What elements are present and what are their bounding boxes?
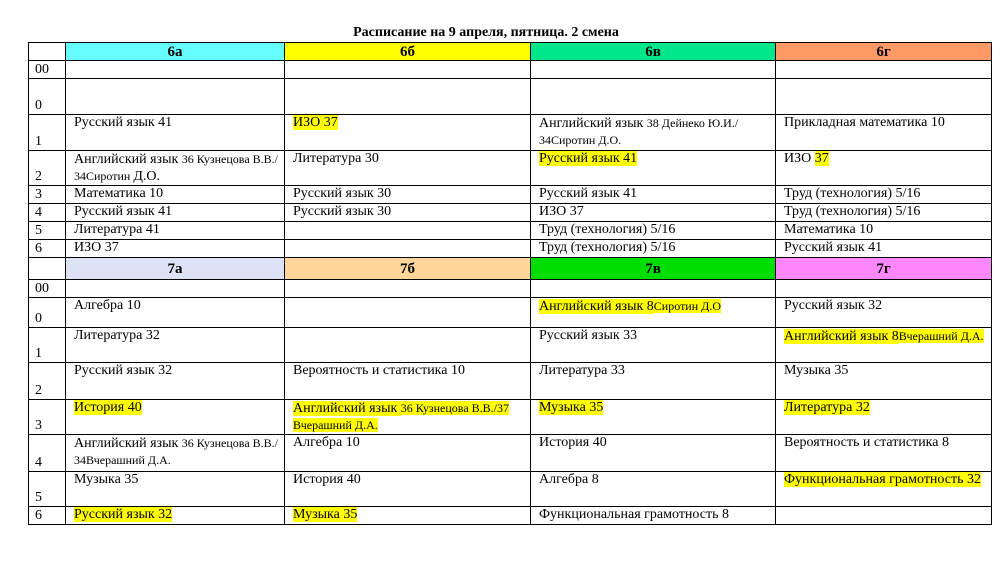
lesson-text: Музыка 35 [74, 472, 139, 487]
lesson-text: Прикладная математика 10 [784, 115, 945, 130]
lesson-row [29, 298, 992, 328]
lesson-number: 2 [29, 151, 66, 186]
lesson-cell [285, 240, 531, 258]
lesson-text: Русский язык 41 [539, 151, 638, 166]
lesson-text: Литература 32 [784, 400, 870, 415]
lesson-cell [66, 435, 285, 472]
lesson-text: Труд (технология) 5/16 [784, 186, 921, 201]
lesson-number: 6 [29, 240, 66, 258]
lesson-text: 36 Кузнецова В.В./ 34Вчерашний Д.А. [74, 436, 278, 467]
lesson-cell [531, 328, 776, 363]
lesson-cell [285, 298, 531, 328]
lesson-cell [66, 61, 285, 79]
lesson-cell [66, 151, 285, 186]
lesson-text: Математика 10 [784, 222, 874, 237]
lesson-row [29, 472, 992, 507]
lesson-row [29, 400, 992, 435]
lesson-cell [531, 151, 776, 186]
lesson-cell [285, 204, 531, 222]
lesson-text: Литература 41 [74, 222, 160, 237]
lesson-row [29, 507, 992, 525]
lesson-cell [776, 435, 992, 472]
lesson-text: Математика 10 [74, 186, 164, 201]
lesson-text: 36 Кузнецова В.В./ 34Сиротин [74, 152, 278, 183]
lesson-text: Русский язык 32 [74, 507, 173, 522]
lesson-cell [776, 222, 992, 240]
lesson-cell [776, 280, 992, 298]
lesson-text: Английский язык [74, 436, 182, 451]
lesson-row [29, 79, 992, 115]
corner-cell [29, 43, 66, 61]
lesson-text: Русский язык 30 [293, 204, 392, 219]
lesson-cell [285, 79, 531, 115]
lesson-cell [776, 186, 992, 204]
lesson-cell [531, 472, 776, 507]
lesson-text: Русский язык 32 [784, 298, 883, 313]
class-header-6а: 6а [66, 43, 285, 61]
corner-cell [29, 258, 66, 280]
lesson-text: Д.О. [133, 169, 161, 184]
lesson-text: Музыка 35 [539, 400, 604, 415]
lesson-cell [776, 204, 992, 222]
lesson-cell [285, 363, 531, 400]
lesson-text: 38 Дейнеко Ю.И./ 34Сиротин Д.О. [539, 116, 739, 147]
lesson-text: Литература 32 [74, 328, 160, 343]
lesson-row [29, 328, 992, 363]
lesson-cell [776, 79, 992, 115]
lesson-row [29, 435, 992, 472]
lesson-cell [776, 115, 992, 151]
lesson-row [29, 280, 992, 298]
schedule-table [28, 42, 992, 525]
lesson-cell [285, 151, 531, 186]
lesson-row [29, 115, 992, 151]
lesson-text: Музыка 35 [293, 507, 358, 522]
lesson-text: Английский язык 8 [784, 329, 899, 344]
lesson-text: ИЗО 37 [74, 240, 119, 255]
lesson-cell [776, 328, 992, 363]
lesson-text: Музыка 35 [784, 363, 849, 378]
class-header-7в: 7в [531, 258, 776, 280]
lesson-text: Сиротин Д.О [653, 299, 722, 313]
lesson-text: Алгебра 10 [293, 435, 360, 450]
lesson-cell [531, 507, 776, 525]
lesson-cell [285, 435, 531, 472]
lesson-text: Труд (технология) 5/16 [539, 222, 676, 237]
lesson-cell [285, 472, 531, 507]
lesson-cell [776, 507, 992, 525]
lesson-cell [531, 240, 776, 258]
lesson-cell [531, 435, 776, 472]
lesson-text: Русский язык 30 [293, 186, 392, 201]
lesson-text: Литература 33 [539, 363, 625, 378]
lesson-row [29, 363, 992, 400]
page-title: Расписание на 9 апреля, пятница. 2 смена [353, 25, 619, 40]
lesson-text: 37 [814, 151, 829, 166]
lesson-cell [531, 400, 776, 435]
lesson-text: ИЗО 37 [293, 115, 338, 130]
lesson-text: Русский язык 33 [539, 328, 638, 343]
lesson-text: Английский язык [293, 401, 401, 416]
lesson-text: Английский язык [74, 152, 182, 167]
lesson-text: Алгебра 10 [74, 298, 141, 313]
lesson-number: 3 [29, 400, 66, 435]
lesson-number: 0 [29, 79, 66, 115]
lesson-row [29, 186, 992, 204]
lesson-number: 5 [29, 472, 66, 507]
lesson-cell [66, 400, 285, 435]
lesson-number: 00 [29, 280, 66, 298]
lesson-text: Алгебра 8 [539, 472, 599, 487]
lesson-cell [66, 507, 285, 525]
class-header-7а: 7а [66, 258, 285, 280]
lesson-cell [66, 472, 285, 507]
lesson-text: Английский язык [539, 116, 647, 131]
lesson-cell [66, 280, 285, 298]
lesson-cell [776, 240, 992, 258]
schedule-body [29, 43, 992, 525]
lesson-text: Функциональная грамотность 32 [784, 472, 981, 487]
lesson-text: ИЗО [784, 151, 815, 166]
class-header-7г: 7г [776, 258, 992, 280]
lesson-cell [285, 222, 531, 240]
lesson-text: Функциональная грамотность 8 [539, 507, 729, 522]
lesson-text: Русский язык 41 [74, 115, 173, 130]
lesson-cell [531, 186, 776, 204]
lesson-cell [66, 204, 285, 222]
lesson-number: 6 [29, 507, 66, 525]
lesson-text: Вероятность и статистика 8 [784, 435, 949, 450]
lesson-cell [285, 186, 531, 204]
lesson-cell [285, 328, 531, 363]
lesson-cell [776, 61, 992, 79]
lesson-cell [66, 79, 285, 115]
lesson-cell [776, 472, 992, 507]
lesson-cell [531, 61, 776, 79]
lesson-number: 0 [29, 298, 66, 328]
class-header-row [29, 258, 992, 280]
lesson-text: История 40 [539, 435, 607, 450]
class-header-7б: 7б [285, 258, 531, 280]
class-header-6г: 6г [776, 43, 992, 61]
class-header-6б: 6б [285, 43, 531, 61]
class-header-row [29, 43, 992, 61]
lesson-text: Труд (технология) 5/16 [784, 204, 921, 219]
lesson-row [29, 204, 992, 222]
lesson-text: ИЗО 37 [539, 204, 584, 219]
lesson-text: Труд (технология) 5/16 [539, 240, 676, 255]
lesson-row [29, 61, 992, 79]
lesson-number: 1 [29, 328, 66, 363]
lesson-text: Русский язык 32 [74, 363, 173, 378]
lesson-row [29, 222, 992, 240]
lesson-cell [531, 115, 776, 151]
lesson-cell [285, 400, 531, 435]
lesson-number: 3 [29, 186, 66, 204]
lesson-cell [66, 186, 285, 204]
lesson-cell [531, 222, 776, 240]
lesson-cell [285, 507, 531, 525]
lesson-cell [776, 400, 992, 435]
lesson-cell [531, 280, 776, 298]
lesson-text: Русский язык 41 [784, 240, 883, 255]
lesson-cell [531, 79, 776, 115]
lesson-number: 4 [29, 204, 66, 222]
lesson-row [29, 151, 992, 186]
lesson-number: 5 [29, 222, 66, 240]
lesson-text: Русский язык 41 [74, 204, 173, 219]
lesson-cell [776, 298, 992, 328]
lesson-text: Вероятность и статистика 10 [293, 363, 465, 378]
lesson-cell [66, 240, 285, 258]
lesson-cell [531, 204, 776, 222]
lesson-text: История 40 [293, 472, 361, 487]
lesson-cell [285, 280, 531, 298]
lesson-number: 4 [29, 435, 66, 472]
lesson-cell [285, 115, 531, 151]
lesson-text: История 40 [74, 400, 142, 415]
class-header-6в: 6в [531, 43, 776, 61]
lesson-number: 00 [29, 61, 66, 79]
lesson-cell [531, 298, 776, 328]
lesson-cell [66, 115, 285, 151]
lesson-number: 2 [29, 363, 66, 400]
lesson-cell [66, 363, 285, 400]
lesson-cell [285, 61, 531, 79]
lesson-text: Вчерашний Д.А. [898, 329, 984, 343]
lesson-text: Русский язык 41 [539, 186, 638, 201]
lesson-row [29, 240, 992, 258]
lesson-cell [531, 363, 776, 400]
lesson-cell [66, 222, 285, 240]
lesson-text: Литература 30 [293, 151, 379, 166]
lesson-cell [776, 363, 992, 400]
lesson-cell [776, 151, 992, 186]
lesson-number: 1 [29, 115, 66, 151]
lesson-cell [66, 298, 285, 328]
lesson-cell [66, 328, 285, 363]
lesson-text: Английский язык 8 [539, 299, 654, 314]
lesson-text: 36 Кузнецова В.В./37 Вчерашний Д.А. [293, 401, 509, 432]
